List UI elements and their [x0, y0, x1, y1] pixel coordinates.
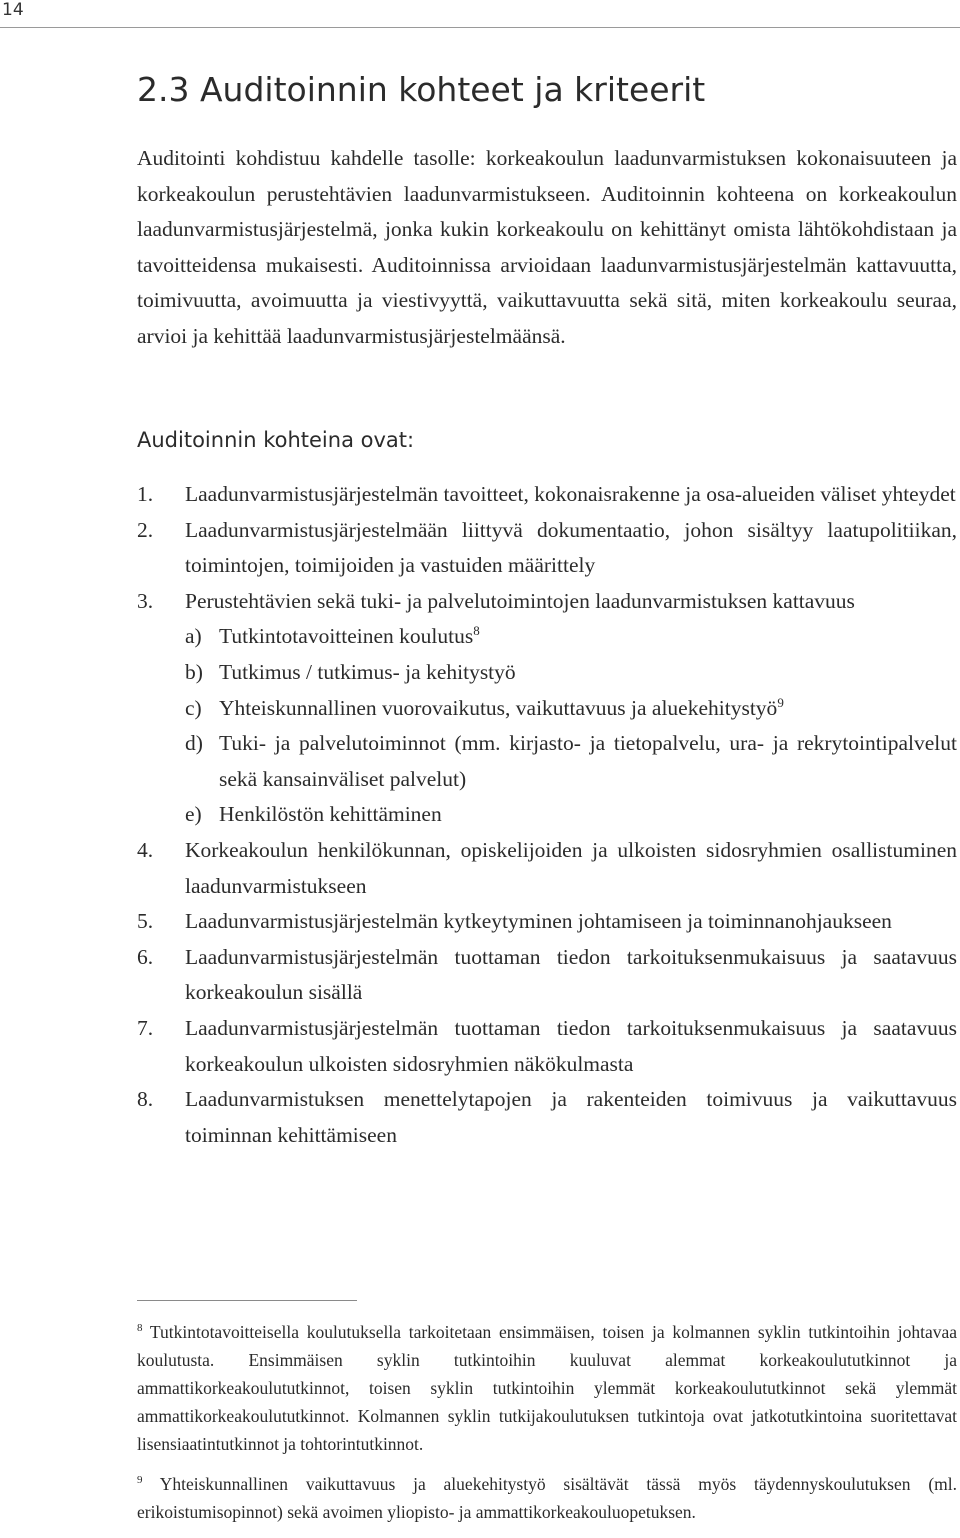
- item-number: 7.: [137, 1015, 154, 1040]
- subitem-letter: d): [185, 731, 203, 756]
- item-text: Perustehtävien sekä tuki- ja palvelutoimintojen laadunvarmistuksen kattavuus: [185, 588, 855, 613]
- footnote-ref: 9: [777, 694, 784, 710]
- footnote: [137, 1470, 957, 1526]
- list-item: [137, 833, 957, 904]
- list-item: [137, 477, 957, 513]
- footnote-mark: 8: [137, 1322, 143, 1334]
- subitem-text: Tutkimus / tutkimus- ja kehitystyö: [219, 659, 516, 684]
- item-number: 2.: [137, 517, 154, 542]
- footnote-divider: [137, 1300, 357, 1301]
- footnotes: [137, 1318, 957, 1538]
- subitem-letter: c): [185, 695, 202, 720]
- item-text: Laadunvarmistusjärjestelmään liittyvä dokumentaatio, johon sisältyy laatupolitiikan, toimintojen, toimijoiden ja vastuiden määrittely: [185, 517, 957, 578]
- subitem-letter: a): [185, 624, 202, 649]
- item-text: Laadunvarmistusjärjestelmän tavoitteet, kokonaisrakenne ja osa-alueiden väliset yhteydet: [185, 482, 956, 506]
- item-text: Korkeakoulun henkilökunnan, opiskelijoiden ja ulkoisten sidosryhmien osallistuminen laadunvarmistukseen: [185, 837, 957, 898]
- list-item: [137, 1011, 957, 1082]
- list-item: [137, 513, 957, 584]
- subitem-letter: e): [185, 802, 202, 827]
- footnote-mark: 9: [137, 1474, 143, 1486]
- list-item: [137, 940, 957, 1011]
- item-text: Laadunvarmistusjärjestelmän tuottaman tiedon tarkoituksenmukaisuus ja saatavuus korkeakoulun sisällä: [185, 944, 957, 1005]
- intro-paragraph: Auditointi kohdistuu kahdelle tasolle: korkeakoulun laadunvarmistuksen kokonaisuuteen ja korkeakoulun perustehtävien laadunvarmistukseen. Auditoinnin kohteena on korkeakoulun laadunvarmistusjärjestelmä, jonka kukin korkeakoulu on kehittänyt omista lähtökohdistaan ja tavoitteidensa mukaisesti. Auditoinnissa arvioidaan laadunvarmistusjärjestelmän kattavuutta, toimivuutta, avoimuutta ja viestivyyttä, vaikuttavuutta sekä sitä, miten korkeakoulu seuraa, arvioi ja kehittää laadunvarmistusjärjestelmäänsä.: [137, 146, 957, 348]
- list-item: [137, 904, 957, 940]
- subitem-text: Tutkintotavoitteinen koulutus: [219, 624, 474, 649]
- sub-list-item: [185, 726, 957, 797]
- item-number: 3.: [137, 588, 154, 613]
- sub-list-item: [185, 619, 957, 655]
- item-number: 8.: [137, 1087, 154, 1112]
- header-rule: [0, 27, 960, 28]
- sub-list-item: [185, 691, 957, 727]
- criteria-list: [137, 477, 957, 1153]
- subitem-text: Henkilöstön kehittäminen: [219, 802, 442, 827]
- subitem-letter: b): [185, 659, 203, 684]
- footnote-text: Yhteiskunnallinen vaikuttavuus ja aluekehitystyö sisältävät tässä myös täydennyskoulutuksen (ml. erikoistumisopinnot) sekä avoimen yliopisto- ja ammattikorkeakouluopetuksen.: [137, 1474, 957, 1522]
- item-number: 5.: [137, 909, 154, 934]
- footnote-text: Tutkintotavoitteisella koulutuksella tarkoitetaan ensimmäisen, toisen ja kolmannen syklin tutkintoihin johtavaa koulutusta. Ensimmäisen syklin tutkintoihin kuuluvat alemmat korkeakoulututkinnot ja ammattikorkeakoulututkinnot, toisen syklin tutkintoihin ylemmät korkeakoulututkinnot sekä ylemmät ammattikorkeakoulututkinnot. Kolmannen syklin tutkijakoulutuksen tutkintoja ovat jatkotutkintoina suoritettavat lisensiaatintutkinnot ja tohtorintutkinnot.: [137, 1322, 957, 1454]
- subitem-text: Yhteiskunnallinen vuorovaikutus, vaikuttavuus ja aluekehitystyö: [219, 695, 778, 720]
- footnote: [137, 1318, 957, 1458]
- section-title: 2.3 Auditoinnin kohteet ja kriteerit: [137, 70, 706, 109]
- item-text: Laadunvarmistusjärjestelmän tuottaman tiedon tarkoituksenmukaisuus ja saatavuus korkeakoulun ulkoisten sidosryhmien näkökulmasta: [185, 1015, 957, 1076]
- sub-list-item: [185, 797, 957, 833]
- criteria-heading: Auditoinnin kohteina ovat:: [137, 428, 415, 452]
- item-number: 6.: [137, 944, 154, 969]
- item-text: Laadunvarmistuksen menettelytapojen ja rakenteiden toimivuus ja vaikuttavuus toiminnan kehittämiseen: [185, 1087, 957, 1147]
- list-item: [137, 584, 957, 620]
- page-number: 14: [2, 0, 24, 20]
- item-number: 4.: [137, 837, 154, 862]
- list-item: [137, 1082, 957, 1153]
- item-text: Laadunvarmistusjärjestelmän kytkeytyminen johtamiseen ja toiminnanohjaukseen: [185, 909, 892, 934]
- footnote-ref: 8: [473, 623, 480, 639]
- subitem-text: Tuki- ja palvelutoiminnot (mm. kirjasto- ja tietopalvelu, ura- ja rekrytointipalvelut sekä kansainväliset palvelut): [219, 731, 957, 791]
- sub-list-item: [185, 655, 957, 691]
- item-number: 1.: [137, 482, 154, 506]
